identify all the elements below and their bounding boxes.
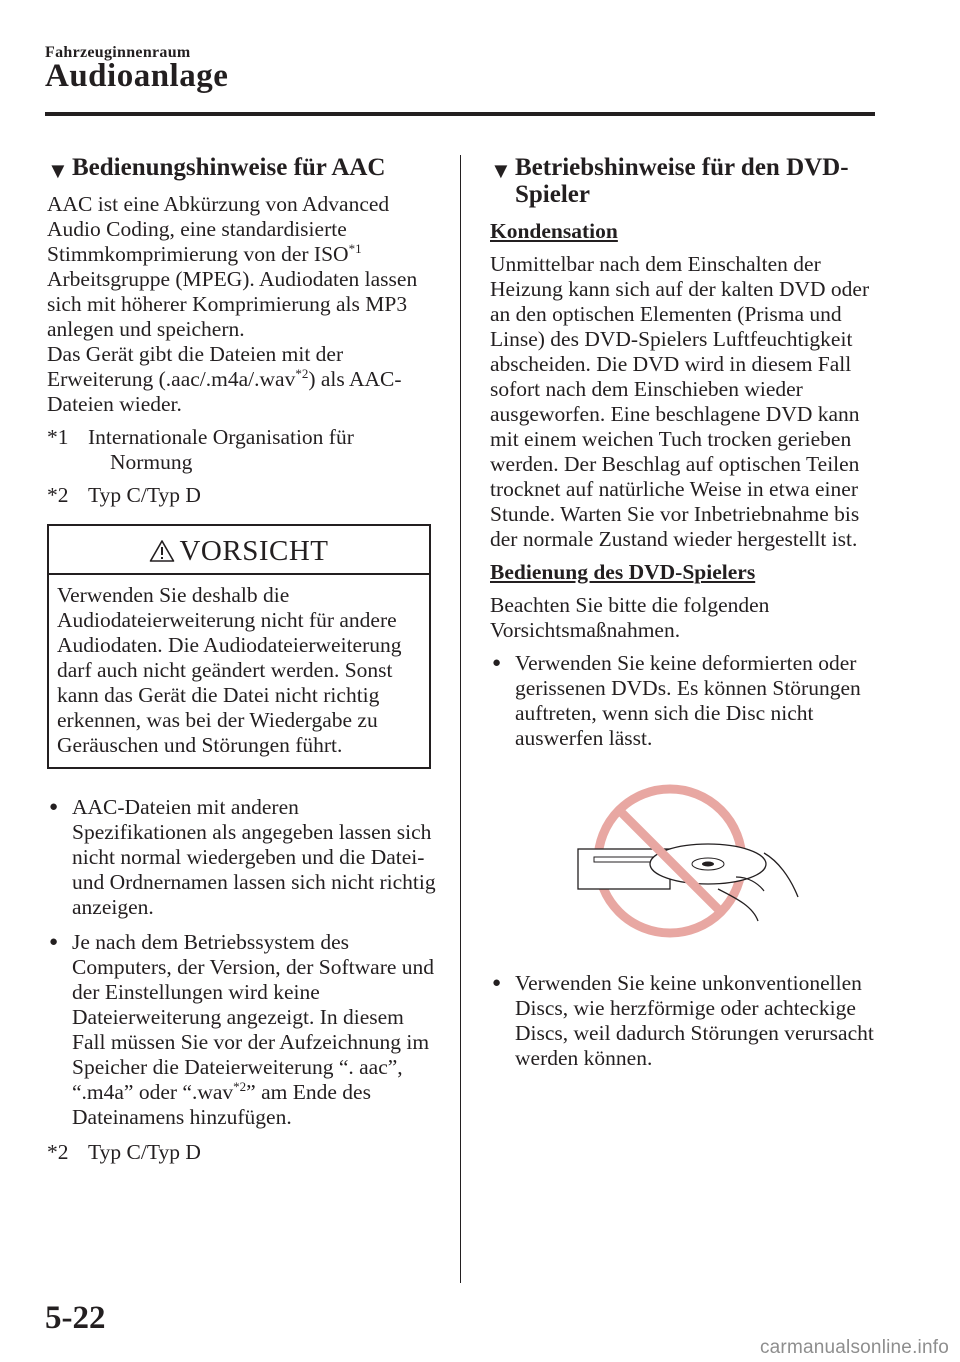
footnote-text: Internationale Organisation für Normung xyxy=(88,425,354,474)
list-item xyxy=(47,930,437,1130)
watermark: carmanualsonline.info xyxy=(759,1337,949,1358)
aac-heading-text: Bedienungshinweise für AAC xyxy=(72,154,386,181)
bullet-icon: ● xyxy=(492,975,502,991)
list-item-text-part2: ” am Ende des Dateinamens hinzufügen. xyxy=(72,1080,371,1129)
column-divider xyxy=(460,155,461,1283)
list-item-text-part1: Je nach dem Betriebssystem des Computers, der Version, der Software und der Einstellungen wird keine Dateierweiterung angezeigt. In diesem Fall müssen Sie vor der Aufzeichnung im Speicher die Dateierweiterung “. aac”, “.m4a” oder “.wav xyxy=(72,930,435,1104)
header-divider xyxy=(45,112,875,116)
aac-intro-part2: Arbeitsgruppe (MPEG). Audiodaten lassen sich mit höherer Komprimierung als MP3 anlegen und speichern. xyxy=(47,267,418,341)
page-title: Audioanlage xyxy=(45,58,229,94)
footnote-1 xyxy=(47,425,437,475)
triangle-down-icon: ▼ xyxy=(47,158,69,183)
list-item xyxy=(47,795,437,920)
aac-intro-part1: AAC ist eine Abkürzung von Advanced Audio Coding, eine standardisierte Stimmkomprimierung von der ISO xyxy=(47,192,390,266)
list-item-text: Verwenden Sie keine deformierten oder gerissenen DVDs. Es können Störungen auftreten, wenn sich die Disc nicht auswerfen lässt. xyxy=(515,651,861,750)
footnote-end xyxy=(47,1140,437,1165)
bullet-icon: ● xyxy=(49,934,59,950)
caution-title: VORSICHT xyxy=(179,535,329,567)
footnote-mark: *2 xyxy=(47,1140,69,1164)
bullet-icon: ● xyxy=(49,799,59,815)
list-item xyxy=(490,651,885,751)
footnote-text: Typ C/Typ D xyxy=(88,483,201,507)
list-item-text xyxy=(72,930,434,1129)
aac-intro xyxy=(47,192,437,417)
dvd-heading xyxy=(490,154,885,208)
right-column xyxy=(490,154,885,1081)
dvd-heading-text: Betriebshinweise für den DVD-Spieler xyxy=(515,154,849,208)
operation-intro: Beachten Sie bitte die folgenden Vorsichtsmaßnahmen. xyxy=(490,593,770,642)
section-label: Fahrzeuginnenraum xyxy=(45,44,191,61)
list-item xyxy=(490,971,885,1071)
subheading-condensation: Kondensation xyxy=(490,219,618,243)
list-item-text: Verwenden Sie keine unkonventionellen Discs, wie herzförmige oder achteckige Discs, weil dadurch Störungen verursacht werden können. xyxy=(515,971,874,1070)
triangle-down-icon: ▼ xyxy=(490,158,512,183)
bullet-icon: ● xyxy=(492,655,502,671)
warning-triangle-icon xyxy=(149,539,175,563)
condensation-text: Unmittelbar nach dem Einschalten der Heizung kann sich auf der kalten DVD oder an den optischen Elementen (Prisma und Linse) des DVD-Spielers Luftfeuchtigkeit abscheiden. Die DVD wird in diesem Fall sofort nach dem Einschieben wieder ausgeworfen. Eine beschlagene DVD kann mit einem weichen Tuch trocken gerieben werden. Der Beschlag auf optischen Teilen trocknet auf natürliche Weise in etwa einer Stunde. Warten Sie vor Inbetriebnahme bis der normale Zustand wieder hergestellt ist. xyxy=(490,252,870,551)
subheading-operation: Bedienung des DVD-Spielers xyxy=(490,560,756,584)
prohibited-deformed-disc-icon xyxy=(568,781,808,941)
footnote-text: Typ C/Typ D xyxy=(88,1140,201,1164)
caution-box xyxy=(47,524,431,769)
footnote-ref: *1 xyxy=(348,241,362,256)
aac-extension-part1: Das Gerät gibt die Dateien mit der Erweiterung (.aac/.m4a/.wav xyxy=(47,342,344,391)
list-item-text: AAC-Dateien mit anderen Spezifikationen als angegeben lassen sich nicht normal wiedergeben und die Datei- und Ordnernamen lassen sich nicht richtig anzeigen. xyxy=(72,795,436,919)
footnote-mark: *1 xyxy=(47,425,69,449)
footnote-ref: *2 xyxy=(295,366,309,381)
caution-header xyxy=(49,526,429,573)
caution-text: Verwenden Sie deshalb die Audiodateierweiterung nicht für andere Audiodaten. Die Audiodateierweiterung darf auch nicht geändert werden. Sonst kann das Gerät die Datei nicht richtig erkennen, was bei der Wiedergabe zu Geräuschen und Störungen führt. xyxy=(49,573,429,767)
footnote-2 xyxy=(47,483,437,508)
footnote-mark: *2 xyxy=(47,483,69,507)
left-column xyxy=(47,154,437,1173)
aac-heading xyxy=(47,154,437,181)
page-number: 5-22 xyxy=(45,1300,106,1336)
aac-extension-part2: ) als AAC-Dateien wieder. xyxy=(47,367,402,416)
footnote-ref: *2 xyxy=(233,1079,247,1094)
